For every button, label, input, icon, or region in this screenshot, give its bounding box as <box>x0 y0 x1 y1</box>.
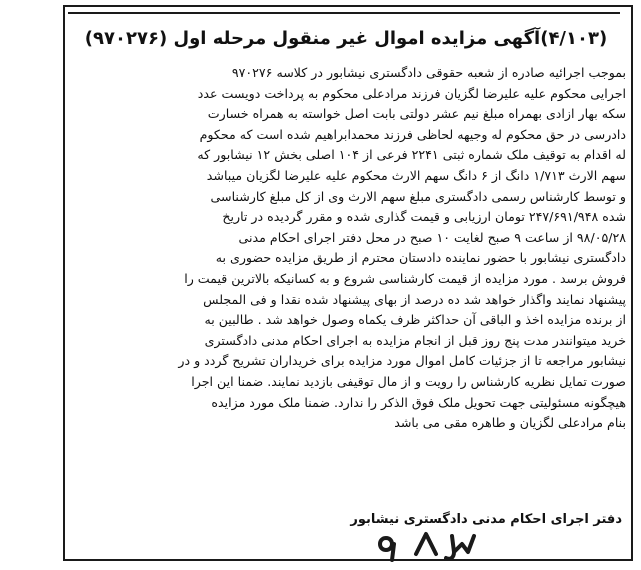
body-line: خرید میتوانندر مدت پنج روز قبل از انجام مزایده به اجرای احکام مدنی دادگستری <box>204 332 626 348</box>
body-line: پیشنهاد نمایند واگذار خواهد شد ده درصد از بهای پیشنهاد شده نقدا و فی المجلس <box>203 291 626 307</box>
body-line: از برنده مزایده اخذ و الباقی آن حداکثر ظرف یکماه وصول خواهد شد . طالبین به <box>204 312 626 328</box>
issuing-office-signature: دفتر اجرای احکام مدنی دادگستری نیشابور <box>350 512 622 527</box>
notice-title: (۴/۱۰۳)آگهی مزایده اموال غیر منقول مرحله اول (۹۷۰۲۷۶) <box>84 28 608 49</box>
body-line: بنام مرادعلی لگزیان و طاهره مقی می باشد <box>394 415 626 431</box>
body-line: هیچگونه مسئولیتی جهت تحویل ملک فوق الذکر را ندارد. ضمنا ملک مورد مزایده <box>211 394 626 410</box>
handwritten-number-drawing <box>372 524 492 564</box>
body-line: بموجب اجرائیه صادره از شعبه حقوقی دادگستری نیشابور در کلاسه ۹۷۰۲۷۶ <box>231 65 626 80</box>
body-line: و توسط کارشناس رسمی دادگستری مبلغ سهم الارث وی از کل مبلغ کارشناسی <box>210 188 626 204</box>
body-line: دادگستری نیشابور با حضور نماینده دادستان محترم از طریق مزایده حضوری به <box>215 250 626 266</box>
body-line: فروش برسد . مورد مزایده از قیمت کارشناسی شروع و به کسانیکه بالاترین قیمت را <box>184 270 626 286</box>
body-line: صورت تمایل نظریه کارشناس را رویت و از مال توقیفی بازدید نمایند. ضمنا این اجرا <box>191 373 626 389</box>
body-line: دادرسی در حق محکوم له وجیهه لحاظی فرزند محمدابراهیم شده است که محکوم <box>199 126 626 142</box>
notice-body <box>70 63 626 434</box>
body-line: سکه بهار ازادی بهمراه مبلغ نیم عشر دولتی بابت اصل خواسته به همراه خسارت <box>207 106 626 122</box>
body-line: ۹۸/۰۵/۲۸ از ساعت ۹ صبح لغایت ۱۰ صبح در محل دفتر اجرای احکام مدنی <box>238 229 626 245</box>
body-line: له اقدام به توقیف ملک شماره ثبتی ۲۲۴۱ فرعی از ۱۰۴ اصلی بخش ۱۲ نیشابور که <box>197 147 626 163</box>
top-rule-divider <box>68 12 620 14</box>
body-line: سهم الارث ۱/۷۱۳ دانگ از ۶ دانگ سهم الارث محکوم علیه علیرضا لگزیان میباشد <box>206 167 626 183</box>
body-line: شده ۲۴۷/۶۹۱/۹۴۸ تومان ارزیابی و قیمت گذاری شده و مقرر گردیده در تاریخ <box>222 209 626 225</box>
body-line: اجرایی محکوم علیه علیرضا لگزیان فرزند مرادعلی محکوم به پرداخت دویست عدد <box>197 85 626 101</box>
handwritten-number <box>372 524 492 564</box>
body-line: نیشابور مراجعه تا از جزئیات کامل اموال مورد مزایده برای خریداران تشریح گردد و در <box>178 353 626 369</box>
